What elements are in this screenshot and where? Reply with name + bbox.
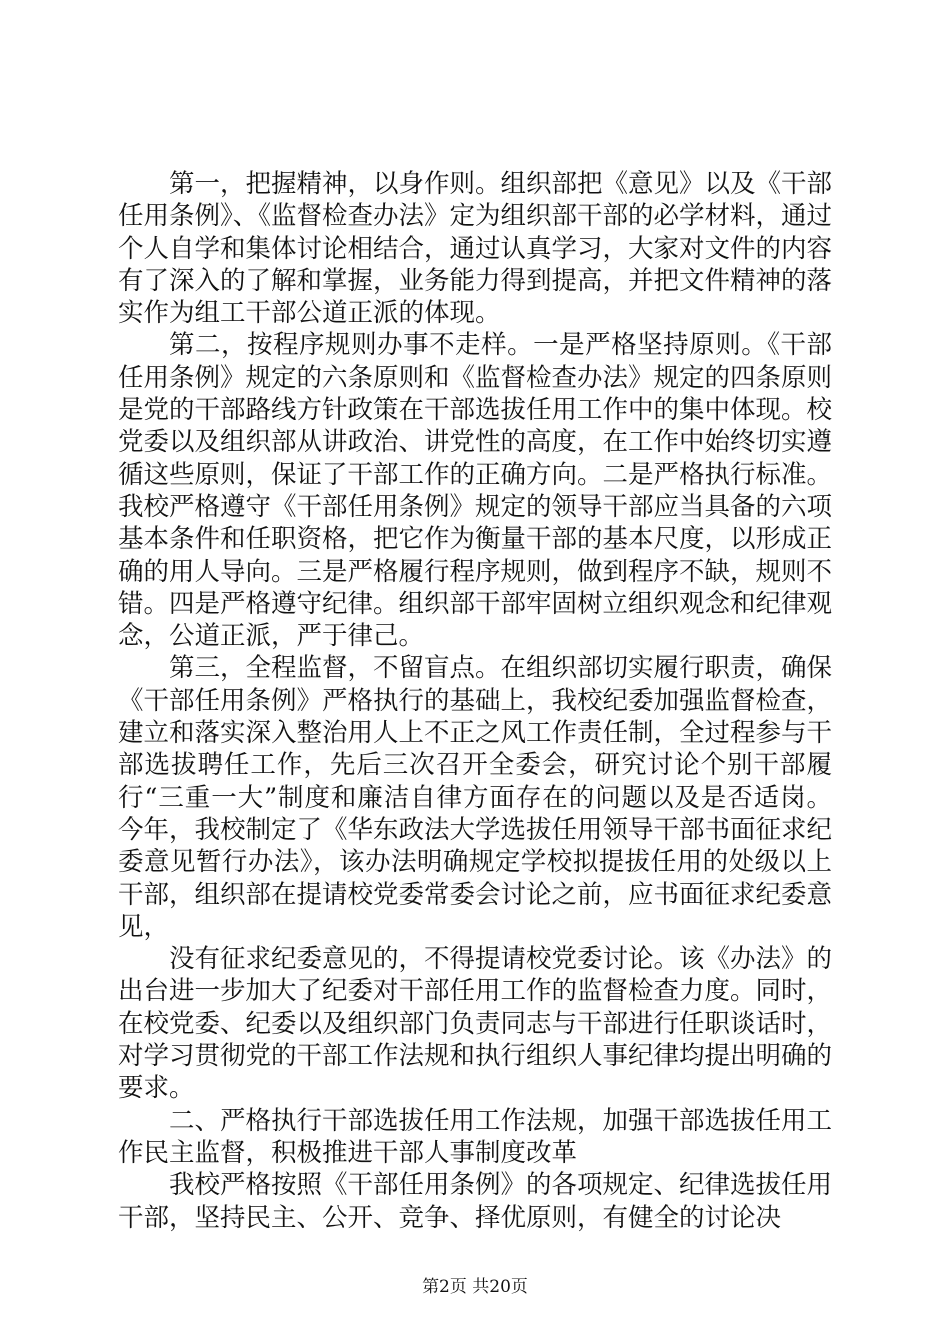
document-body [118,168,832,1234]
paragraph-2: 第二，按程序规则办事不走样。一是严格坚持原则。《干部任用条例》规定的六条原则和《监督检查办法》规定的四条原则是党的干部路线方针政策在干部选拔任用工作中的集中体现。校党委以及组织部从讲政治、讲党性的高度，在工作中始终切实遵循这些原则，保证了干部工作的正确方向。二是严格执行标准。我校严格遵守《干部任用条例》规定的领导干部应当具备的六项基本条件和任职资格，把它作为衡量干部的基本尺度，以形成正确的用人导向。三是严格履行程序规则，做到程序不缺，规则不错。四是严格遵守纪律。组织部干部牢固树立组织观念和纪律观念，公道正派，严于律己。 [118,330,833,652]
paragraph-3: 第三，全程监督，不留盲点。在组织部切实履行职责，确保《干部任用条例》严格执行的基础上，我校纪委加强监督检查，建立和落实深入整治用人上不正之风工作责任制，全过程参与干部选拔聘任工作，先后三次召开全委会，研究讨论个别干部履行“三重一大”制度和廉洁自律方面存在的问题以及是否适岗。今年，我校制定了《华东政法大学选拔任用领导干部书面征求纪委意见暂行办法》，该办法明确规定学校拟提拔任用的处级以上干部，组织部在提请校党委常委会讨论之前，应书面征求纪委意见， [118,653,833,942]
paragraph-1: 第一，把握精神，以身作则。组织部把《意见》以及《干部任用条例》、《监督检查办法》定为组织部干部的必学材料，通过个人自学和集体讨论相结合，通过认真学习，大家对文件的内容有了深入的了解和掌握，业务能力得到提高，并把文件精神的落实作为组工干部公道正派的体现。 [118,169,833,329]
paragraph-4: 没有征求纪委意见的，不得提请校党委讨论。该《办法》的出台进一步加大了纪委对干部任用工作的监督检查力度。同时，在校党委、纪委以及组织部门负责同志与干部进行任职谈话时，对学习贯彻党的干部工作法规和执行组织人事纪律均提出明确的要求。 [118,944,833,1104]
paragraph-5: 我校严格按照《干部任用条例》的各项规定、纪律选拔任用干部，坚持民主、公开、竞争、择优原则，有健全的讨论决 [118,1170,833,1233]
page-footer: 第2页 共20页 [422,1277,528,1297]
section-heading: 二、严格执行干部选拔任用工作法规，加强干部选拔任用工作民主监督，积极推进干部人事制度改革 [118,1105,833,1168]
